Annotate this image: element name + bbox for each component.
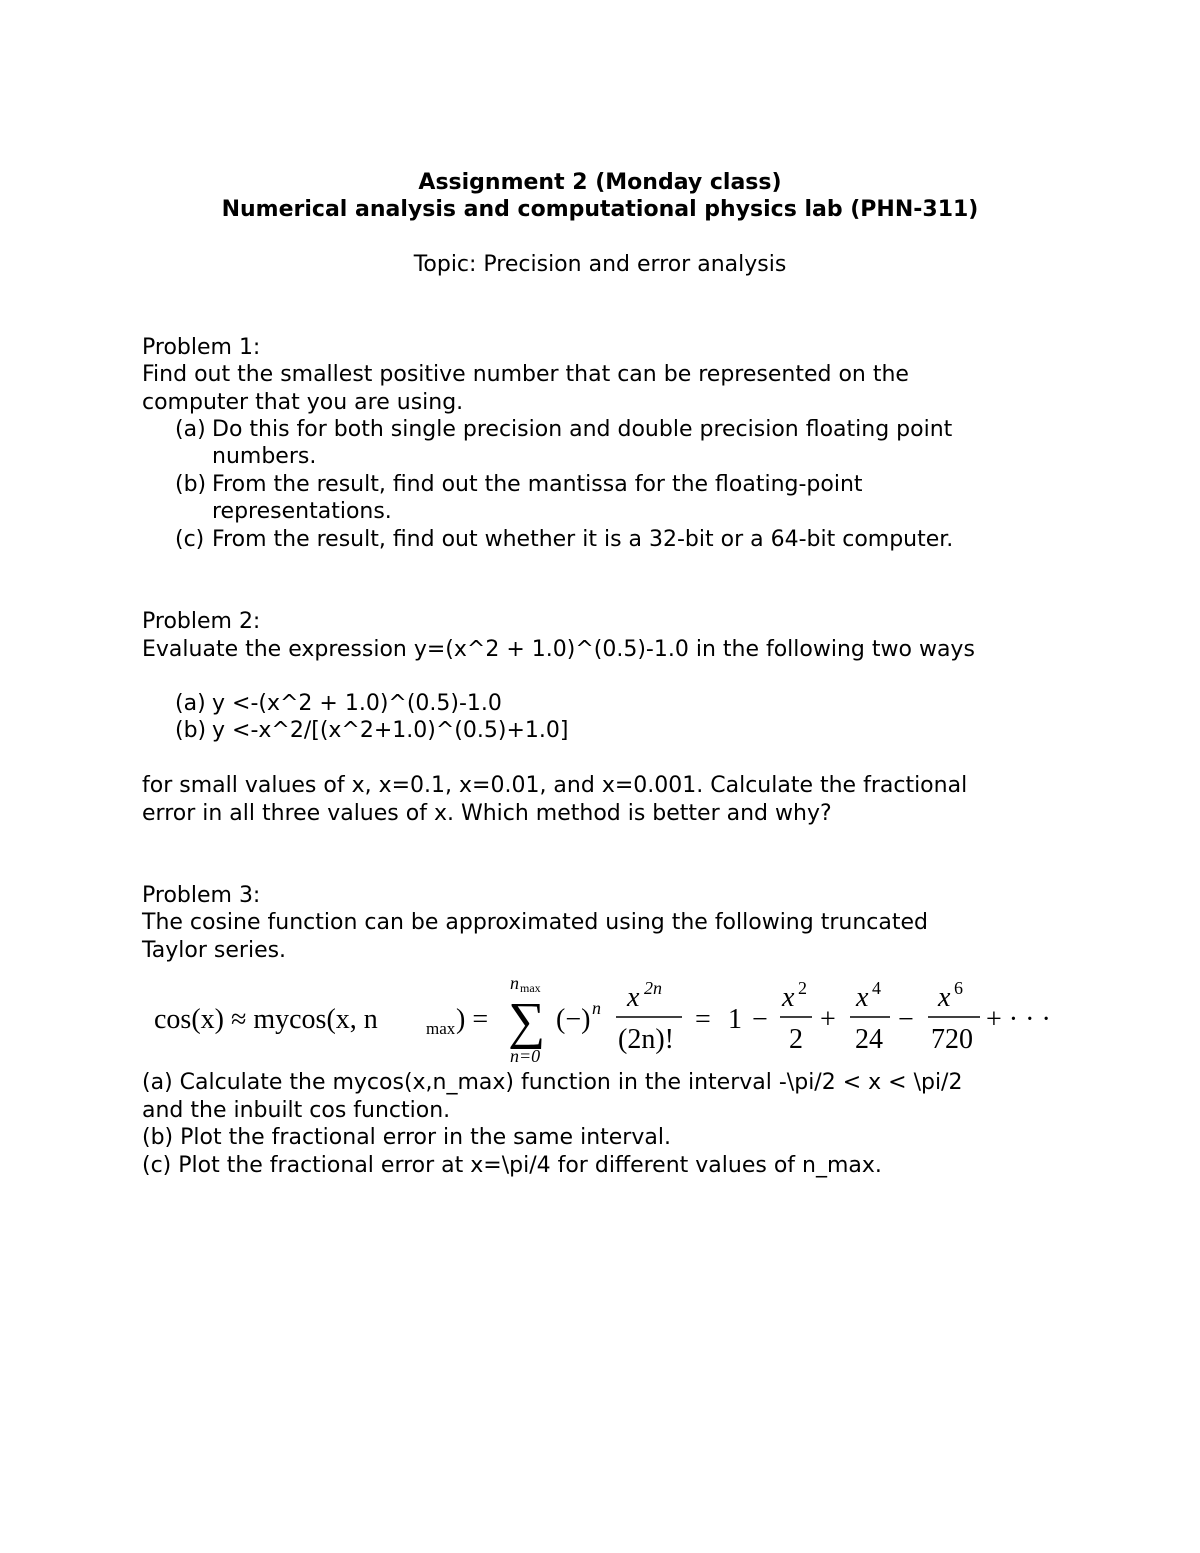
problem1-item-a-line2: numbers. (212, 444, 317, 469)
problem1-item-a-line1: Do this for both single precision and double precision floating point (212, 417, 953, 442)
problem2-item-a-label: (a) (175, 691, 206, 716)
sum-upper-limit: n (510, 973, 519, 993)
formula-lhs: cos(x) ≈ mycos(x, n (154, 1004, 378, 1035)
sum-lower-limit: n=0 (510, 1046, 541, 1066)
problem2-outro-line2: error in all three values of x. Which method is better and why? (142, 801, 832, 826)
frac-denominator: (2n)! (618, 1024, 674, 1055)
plus-sign-1: + (820, 1004, 836, 1035)
formula-lhs-sub: max (426, 1019, 456, 1038)
equals-sign: = (695, 1004, 711, 1035)
minus-sign-2: − (898, 1004, 914, 1035)
sum-symbol: ∑ (508, 993, 546, 1050)
assignment-title: Assignment 2 (Monday class) (418, 170, 782, 195)
problem3-item-c-line1: (c) Plot the fractional error at x=\pi/4 for different values of n_max. (142, 1153, 882, 1178)
problem2-outro-line1: for small values of x, x=0.1, x=0.01, and x=0.001. Calculate the fractional (142, 773, 968, 798)
term-one: 1 (728, 1004, 742, 1035)
sign-term: (−) (556, 1004, 591, 1035)
course-title: Numerical analysis and computational physics lab (PHN-311) (221, 197, 979, 222)
problem1-intro-line1: Find out the smallest positive number that can be represented on the (142, 362, 909, 387)
problem2-item-b-label: (b) (175, 718, 207, 743)
problem1-item-a-label: (a) (175, 417, 206, 442)
minus-sign-1: − (752, 1004, 768, 1035)
term-x2-den: 2 (789, 1024, 803, 1055)
problem2-item-b-text: y <-x^2/[(x^2+1.0)^(0.5)+1.0] (212, 718, 569, 743)
problem3-item-b-line1: (b) Plot the fractional error in the same interval. (142, 1125, 671, 1150)
term-x6-num: x (938, 982, 951, 1013)
series-tail: + · · · (986, 1004, 1051, 1035)
term-x2-exp: 2 (798, 978, 807, 998)
problem1-heading: Problem 1: (142, 335, 261, 360)
formula-lhs-close: ) = (456, 1004, 489, 1035)
problem3-item-a-line1: (a) Calculate the mycos(x,n_max) function in the interval -\pi/2 < x < \pi/2 (142, 1070, 963, 1095)
problem1-item-b-line1: From the result, find out the mantissa for the floating-point (212, 472, 863, 497)
term-x6-den: 720 (931, 1024, 973, 1055)
problem2-heading: Problem 2: (142, 609, 261, 634)
problem1-item-b-line2: representations. (212, 499, 392, 524)
sum-upper-limit-sub: max (520, 981, 541, 995)
taylor-series-formula (150, 972, 1060, 1072)
sign-term-exp: n (592, 998, 601, 1018)
frac-numerator: x (627, 982, 640, 1013)
formula-svg (150, 972, 1060, 1072)
problem1-item-c-label: (c) (175, 527, 205, 552)
term-x6-exp: 6 (954, 978, 963, 998)
problem2-item-a-text: y <-(x^2 + 1.0)^(0.5)-1.0 (212, 691, 502, 716)
problem1-item-b-label: (b) (175, 472, 207, 497)
frac-numerator-exp: 2n (644, 978, 662, 998)
problem3-heading: Problem 3: (142, 883, 261, 908)
problem1-intro-line2: computer that you are using. (142, 390, 464, 415)
problem3-item-a-line2: and the inbuilt cos function. (142, 1098, 451, 1123)
problem1-item-c-line1: From the result, find out whether it is a 32-bit or a 64-bit computer. (212, 527, 954, 552)
problem3-intro-line2: Taylor series. (142, 938, 287, 963)
term-x4-exp: 4 (872, 978, 881, 998)
term-x4-den: 24 (855, 1024, 883, 1055)
problem2-intro: Evaluate the expression y=(x^2 + 1.0)^(0.5)-1.0 in the following two ways (142, 637, 975, 662)
term-x2-num: x (782, 982, 795, 1013)
problem3-intro-line1: The cosine function can be approximated using the following truncated (142, 910, 928, 935)
term-x4-num: x (856, 982, 869, 1013)
topic-line: Topic: Precision and error analysis (413, 252, 787, 277)
